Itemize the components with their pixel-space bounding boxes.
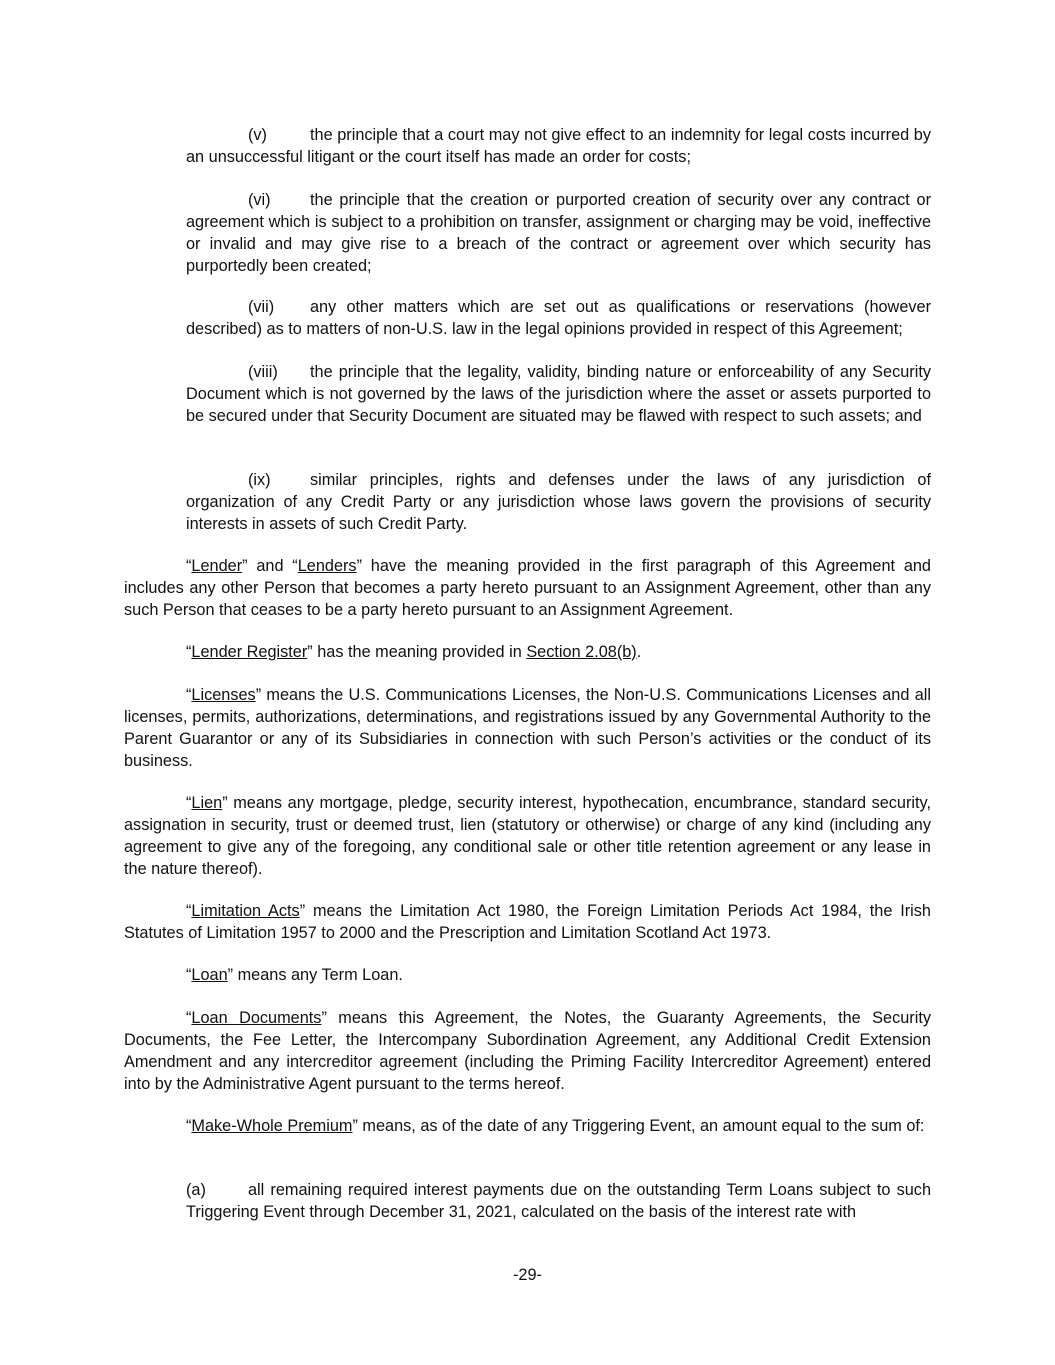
- quote-open: “: [186, 794, 192, 812]
- clause-text: the principle that a court may not give effect to an indemnity for legal costs incurred by an unsuccessful litigant or the court itself has made an order for costs;: [186, 126, 931, 166]
- connector-text: ” and “: [242, 557, 298, 575]
- clause-text: any other matters which are set out as qualifications or reservations (however described) as to matters of non-U.S. law in the legal opinions provided in respect of this Agreement;: [186, 298, 931, 338]
- defined-term: Licenses: [191, 686, 256, 704]
- defined-term: Lender Register: [191, 643, 308, 661]
- clause-label: (ix): [248, 471, 271, 489]
- defined-term: Limitation Acts: [191, 902, 300, 920]
- definition-text: ” have the meaning provided in the first paragraph of this Agreement and includes any other Person that becomes a party hereto pursuant to an Assignment Agreement, other than any such Person that ceases to be a party hereto pursuant to an Assignment Agreement.: [124, 557, 931, 619]
- subclause-a: [186, 1179, 931, 1223]
- defined-term: Loan: [191, 966, 228, 984]
- definition-loan-documents: [124, 1007, 931, 1095]
- quote-open: “: [186, 686, 192, 704]
- definition-lien: [124, 792, 931, 880]
- clause-vii: [186, 296, 931, 340]
- clause-label: (v): [248, 126, 267, 144]
- definition-lender: [124, 555, 931, 621]
- clause-label: (vi): [248, 191, 271, 209]
- quote-open: “: [186, 1009, 192, 1027]
- definition-text: ” has the meaning provided in: [307, 643, 527, 661]
- clause-label: (vii): [248, 298, 275, 316]
- clause-text: all remaining required interest payments due on the outstanding Term Loans subject to such Triggering Event through December 31, 2021, calculated on the basis of the interest rate with: [186, 1181, 931, 1221]
- definition-text: ” means the Limitation Act 1980, the Foreign Limitation Periods Act 1984, the Irish Statutes of Limitation 1957 to 2000 and the Prescription and Limitation Scotland Act 1973.: [124, 902, 931, 942]
- definition-limitation-acts: [124, 900, 931, 944]
- quote-open: “: [186, 557, 192, 575]
- clause-label: (a): [186, 1181, 206, 1199]
- definition-text: ” means this Agreement, the Notes, the Guaranty Agreements, the Security Documents, the Fee Letter, the Intercompany Subordination Agreement, any Additional Credit Extension Amendment and any intercreditor agreement (including the Priming Facility Intercreditor Agreement) entered into by the Administrative Agent pursuant to the terms hereof.: [124, 1009, 931, 1093]
- definition-make-whole-premium: [124, 1115, 931, 1137]
- quote-open: “: [186, 966, 192, 984]
- defined-term: Loan Documents: [191, 1009, 322, 1027]
- defined-term: Lender: [191, 557, 243, 575]
- clause-vi: [186, 189, 931, 277]
- definition-text: ” means any Term Loan.: [227, 966, 403, 984]
- definition-licenses: [124, 684, 931, 772]
- defined-term: Make-Whole Premium: [191, 1117, 353, 1135]
- page-number: -29-: [513, 1266, 542, 1284]
- definition-text: ” means the U.S. Communications Licenses, the Non-U.S. Communications Licenses and all licenses, permits, authorizations, determinations, and registrations issued by any Governmental Authority to the Parent Guarantor or any of its Subsidiaries in connection with such Person’s activities or the conduct of its business.: [124, 686, 931, 770]
- section-reference-link[interactable]: Section 2.08(b): [526, 643, 637, 661]
- clause-text: the principle that the legality, validity, binding nature or enforceability of any Security Document which is not governed by the laws of the jurisdiction where the asset or assets purported to be secured under that Security Document are situated may be flawed with respect to such assets; and: [186, 363, 931, 425]
- period: .: [636, 643, 642, 661]
- quote-open: “: [186, 1117, 192, 1135]
- definition-text: ” means, as of the date of any Triggering Event, an amount equal to the sum of:: [352, 1117, 925, 1135]
- clause-viii: [186, 361, 931, 427]
- clause-text: the principle that the creation or purported creation of security over any contract or agreement which is subject to a prohibition on transfer, assignment or charging may be void, ineffective or invalid and may give rise to a breach of the contract or agreement over which security has purportedly been created;: [186, 191, 931, 275]
- quote-open: “: [186, 643, 192, 661]
- quote-open: “: [186, 902, 192, 920]
- defined-term: Lien: [191, 794, 223, 812]
- definition-lender-register: [124, 641, 931, 663]
- definition-text: ” means any mortgage, pledge, security interest, hypothecation, encumbrance, standard security, assignation in security, trust or deemed trust, lien (statutory or otherwise) or charge of any kind (including any agreement to give any of the foregoing, any conditional sale or other title retention agreement or any lease in the nature thereof).: [124, 794, 931, 878]
- clause-v: [186, 124, 931, 168]
- clause-text: similar principles, rights and defenses under the laws of any jurisdiction of organization of any Credit Party or any jurisdiction whose laws govern the provisions of security interests in assets of such Credit Party.: [186, 471, 931, 533]
- defined-term: Lenders: [297, 557, 357, 575]
- clause-label: (viii): [248, 363, 278, 381]
- clause-ix: [186, 469, 931, 535]
- definition-loan: [124, 964, 931, 986]
